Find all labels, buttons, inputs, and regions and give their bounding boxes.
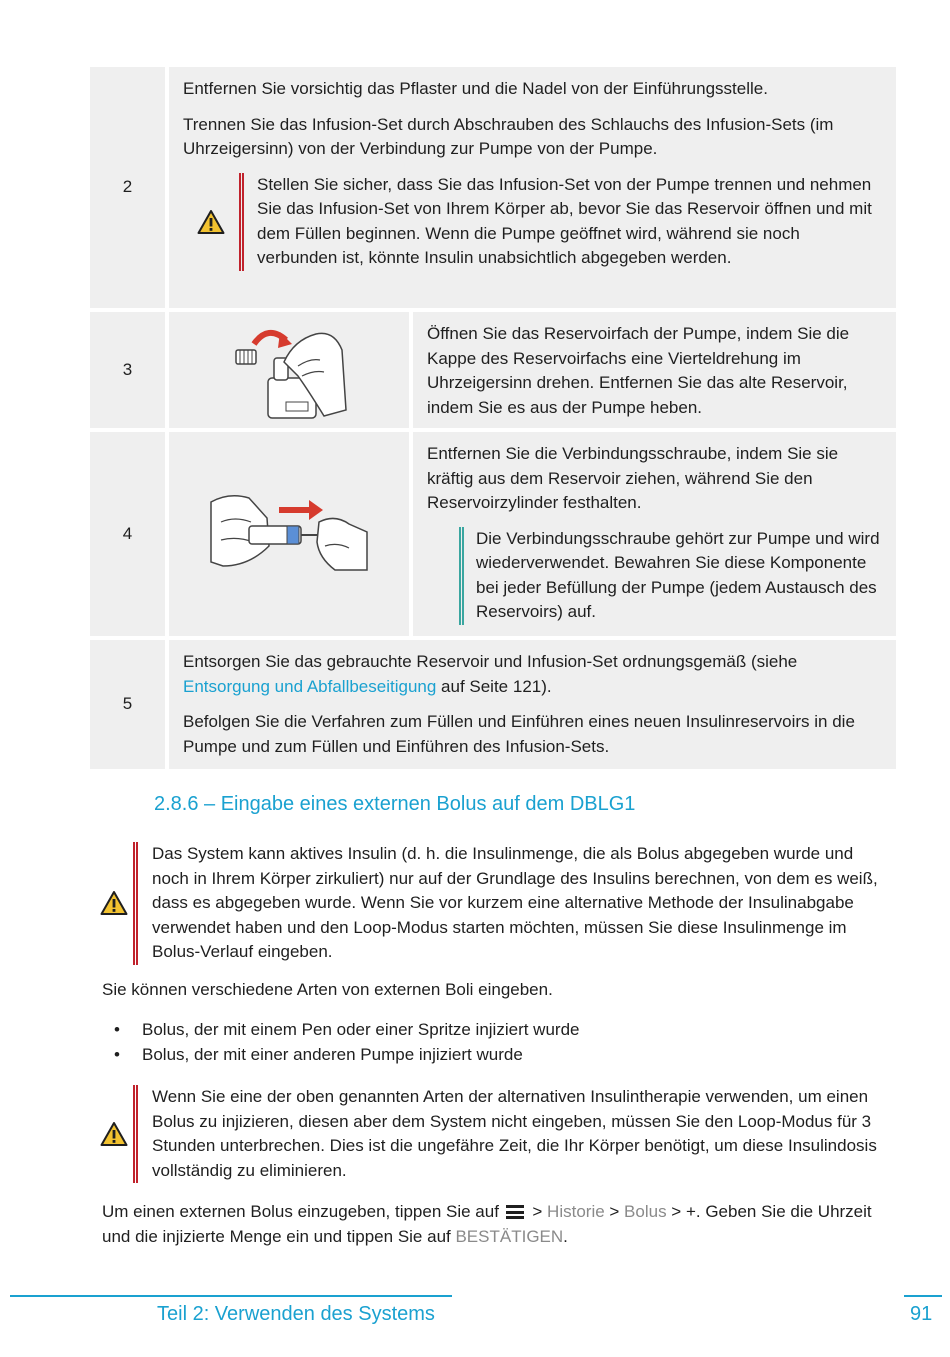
pump-cap-illustration — [224, 320, 354, 420]
step-number: 5 — [90, 640, 165, 769]
instruction-text — [102, 1200, 892, 1249]
step-row-3 — [90, 312, 896, 428]
steps-table — [90, 67, 896, 773]
warning-triangle-icon — [100, 890, 128, 916]
text-segment: > — [527, 1202, 548, 1221]
step-text: Entfernen Sie die Verbindungsschraube, indem Sie sie kräftig aus dem Reservoir ziehen, während Sie den Reservoirzylinder festhalten. — [427, 444, 839, 512]
bolus-types-list — [114, 1018, 579, 1067]
warning-text: Wenn Sie eine der oben genannten Arten der alternativen Insulintherapie verwenden, um einen Bolus zu injizieren, diesen aber dem System nicht eingeben, müssen Sie den Loop-Modus für 3 Stunden unterbrechen. Dies ist die ungefähre Zeit, die Ihr Körper benötigt, um diese Insulindosis vollständig zu eliminieren. — [152, 1087, 877, 1180]
disposal-link[interactable]: Entsorgung und Abfallbeseitigung — [183, 676, 437, 696]
footer-chapter-title: Teil 2: Verwenden des Systems — [157, 1303, 435, 1325]
step-number: 3 — [90, 312, 165, 428]
text-segment: . — [563, 1226, 568, 1246]
connector-removal-illustration — [209, 492, 369, 576]
warning-icon-holder — [98, 1085, 130, 1183]
warning-note — [98, 842, 888, 965]
step-content — [169, 67, 896, 308]
warning-icon-holder — [98, 842, 130, 965]
bolus-menu-item[interactable]: Bolus — [624, 1202, 667, 1221]
text-segment: > +. Geben Sie die Uhrzeit und die injizierte Menge ein und tippen Sie auf — [102, 1202, 872, 1246]
page-number: 91 — [910, 1303, 933, 1325]
step-number: 4 — [90, 432, 165, 636]
footer-divider — [904, 1295, 942, 1297]
step-text: Befolgen Sie die Verfahren zum Füllen und Einführen eines neuen Insulinreservoirs in die Pumpe und zum Füllen und Einführen des Infusion-Sets. — [183, 712, 855, 756]
text-segment: Entsorgen Sie das gebrauchte Reservoir und Infusion-Set ordnungsgemäß (siehe — [183, 652, 798, 671]
info-note — [459, 527, 882, 625]
step-number: 2 — [90, 67, 165, 308]
step-text — [183, 650, 878, 699]
info-text: Die Verbindungsschraube gehört zur Pumpe und wird wiederverwendet. Bewahren Sie diese Komponente bei jeder Befüllung der Pumpe (jedem Austausch des Reservoirs) auf. — [476, 528, 880, 621]
step-row-5 — [90, 640, 896, 769]
bullet-dot: • — [114, 1020, 120, 1039]
step-text: Öffnen Sie das Reservoirfach der Pumpe, indem Sie die Kappe des Reservoirfachs eine Vierteldrehung im Uhrzeigersinn drehen. Entfernen Sie das alte Reservoir, indem Sie es aus der Pumpe heben. — [413, 312, 896, 428]
warning-text: Stellen Sie sicher, dass Sie das Infusion-Set von der Pumpe trennen und nehmen Sie das Infusion-Set von Ihrem Körper ab, bevor Sie das Reservoir öffnen und mit dem Füllen beginnen. Wenn die Pumpe geöffnet wird, während sie noch verbunden ist, könnte Insulin unabsichtlich abgegeben werden. — [257, 174, 872, 267]
list-item-text: Bolus, der mit einem Pen oder einer Spritze injiziert wurde — [142, 1020, 580, 1039]
info-bar — [459, 527, 464, 625]
intro-text: Sie können verschiedene Arten von externen Boli eingeben. — [102, 980, 553, 999]
step-text: Entfernen Sie vorsichtig das Pflaster und die Nadel von der Einführungsstelle. — [183, 79, 768, 98]
step-row-2 — [90, 67, 896, 308]
warning-triangle-icon — [100, 1121, 128, 1147]
text-segment: > — [604, 1202, 625, 1221]
warning-note — [183, 173, 878, 271]
warning-bar — [133, 842, 138, 965]
step-content — [169, 640, 896, 769]
list-item-text: Bolus, der mit einer anderen Pumpe injiziert wurde — [142, 1044, 523, 1064]
section-heading: 2.8.6 – Eingabe eines externen Bolus auf dem DBLG1 — [154, 793, 636, 815]
text-segment: auf Seite 121). — [436, 676, 552, 696]
warning-icon-holder — [183, 173, 239, 271]
footer-divider — [10, 1295, 452, 1297]
text-segment: Um einen externen Bolus einzugeben, tippen Sie auf — [102, 1202, 499, 1221]
bullet-dot: • — [114, 1044, 120, 1064]
list-item — [114, 1018, 579, 1043]
confirm-button-label[interactable]: BESTÄTIGEN — [455, 1226, 564, 1246]
step-row-4 — [90, 432, 896, 636]
warning-text: Das System kann aktives Insulin (d. h. die Insulinmenge, die als Bolus abgegeben wurde und noch in Ihrem Körper zirkuliert) nur auf der Grundlage des Insulins berechnen, von dem es weiß, dass es abgegeben wurde. Wenn Sie vor kurzem eine alternative Methode der Insulinabgabe verwendet haben und den Loop-Modus starten möchten, müssen Sie diese Insulinmenge im Bolus-Verlauf eingeben. — [152, 844, 878, 961]
historie-menu-item[interactable]: Historie — [547, 1202, 605, 1221]
warning-bar — [133, 1085, 138, 1183]
step-content — [413, 432, 896, 636]
warning-note — [98, 1085, 888, 1183]
step-illustration — [169, 432, 409, 636]
warning-bar — [239, 173, 244, 271]
warning-triangle-icon — [197, 209, 225, 235]
step-text: Trennen Sie das Infusion-Set durch Abschrauben des Schlauchs des Infusion-Sets (im Uhrzeigersinn) von der Verbindung zur Pumpe von der Pumpe. — [183, 114, 834, 158]
list-item — [114, 1043, 579, 1068]
hamburger-menu-icon[interactable] — [506, 1205, 524, 1219]
step-illustration — [169, 312, 409, 428]
